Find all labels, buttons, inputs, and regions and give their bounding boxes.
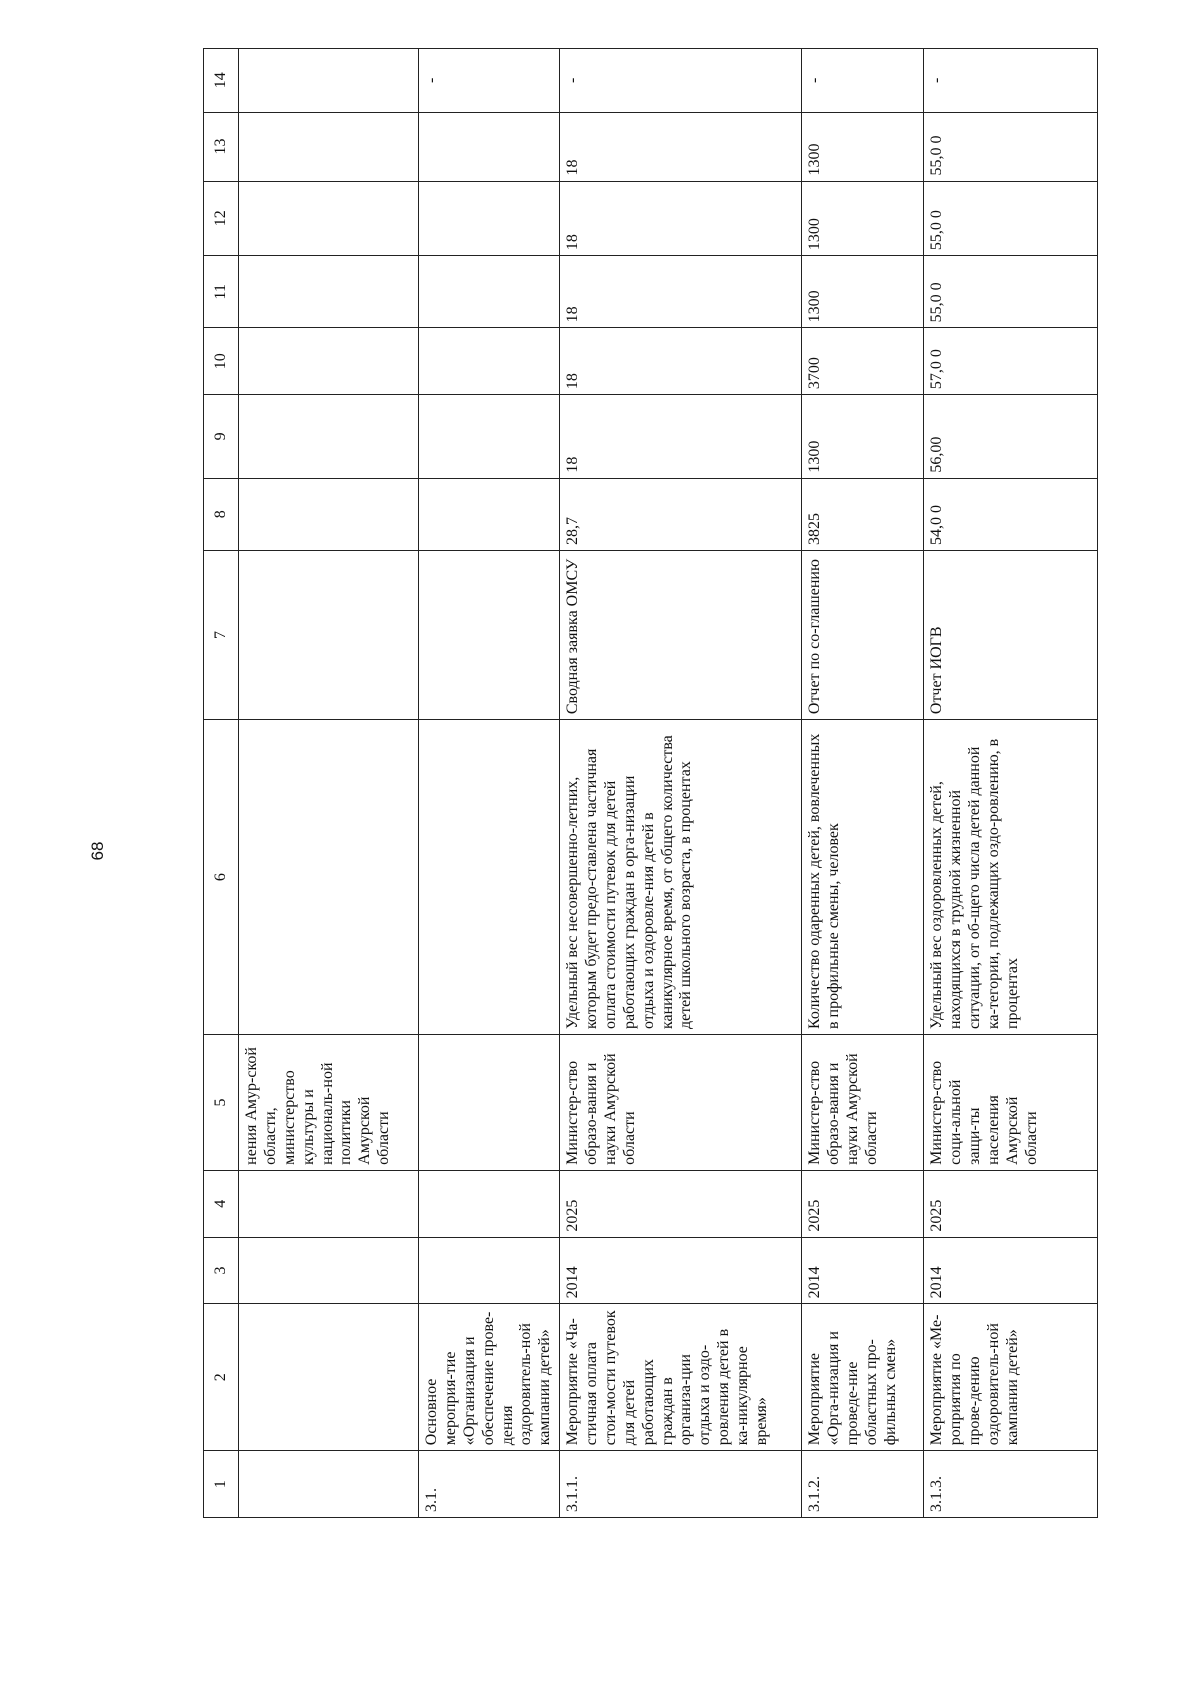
- table-cell: 1300: [802, 181, 924, 256]
- table-cell: [239, 256, 419, 328]
- table-cell: 1300: [802, 256, 924, 328]
- document-sheet: [203, 48, 1098, 1518]
- table-cell: [239, 49, 419, 113]
- table-cell: 56,00: [924, 395, 1098, 478]
- table-cell: [419, 395, 560, 478]
- table-cell: [419, 181, 560, 256]
- table-cell: Отчет по со-глашению: [802, 550, 924, 719]
- table-cell: [419, 1170, 560, 1237]
- table-cell: [239, 1170, 419, 1237]
- table-cell: 3.1.2.: [802, 1451, 924, 1518]
- table-cell: 2025: [924, 1170, 1098, 1237]
- table-cell: Сводная заявка ОМСУ: [560, 550, 802, 719]
- table-cell: Мероприятие «Орга-низация и проведе-ние областных про-фильных смен»: [802, 1304, 924, 1451]
- table-row-3-1-2: [802, 49, 924, 1518]
- column-header: 3: [204, 1237, 239, 1304]
- table-cell: 18: [560, 395, 802, 478]
- page-number: 68: [88, 841, 107, 861]
- table-cell: Министер-ство образо-вания и науки Амурской области: [560, 1035, 802, 1171]
- column-header: 12: [204, 181, 239, 256]
- column-header: 13: [204, 112, 239, 181]
- table-cell: [239, 478, 419, 550]
- program-indicators-table: [203, 48, 1098, 1518]
- table-cell: [419, 478, 560, 550]
- table-cell: 18: [560, 256, 802, 328]
- table-cell: [419, 256, 560, 328]
- table-cell: 28,7: [560, 478, 802, 550]
- table-cell: [419, 550, 560, 719]
- table-cell: Мероприятие «Ме-роприятия по прове-дению оздоровитель-ной кампании детей»: [924, 1304, 1098, 1451]
- column-header: 2: [204, 1304, 239, 1451]
- table-cell: 3825: [802, 478, 924, 550]
- table-cell: [239, 1304, 419, 1451]
- column-header: 8: [204, 478, 239, 550]
- column-header: 14: [204, 49, 239, 113]
- table-cell: [239, 550, 419, 719]
- table-cell: 1300: [802, 395, 924, 478]
- table-cell: [419, 328, 560, 395]
- table-cell: 2025: [560, 1170, 802, 1237]
- column-header: 1: [204, 1451, 239, 1518]
- table-cell: [419, 1035, 560, 1171]
- table-cell: [419, 1237, 560, 1304]
- table-cell: 55,0 0: [924, 256, 1098, 328]
- table-cell: -: [802, 49, 924, 113]
- table-cell: [419, 720, 560, 1035]
- table-row-3-1-1: [560, 49, 802, 1518]
- table-cell: 2025: [802, 1170, 924, 1237]
- column-header: 4: [204, 1170, 239, 1237]
- table-cell: 3.1.3.: [924, 1451, 1098, 1518]
- table-row-continuation: [239, 49, 419, 1518]
- table-cell: 3.1.1.: [560, 1451, 802, 1518]
- table-cell: [239, 720, 419, 1035]
- table-cell: нения Амур-ской области, министерство культуры и националь-ной политики Амурской области: [239, 1035, 419, 1171]
- column-header: 9: [204, 395, 239, 478]
- table-cell: [239, 1237, 419, 1304]
- column-header: 6: [204, 720, 239, 1035]
- table-cell: 2014: [802, 1237, 924, 1304]
- table-cell: Министер-ство образо-вания и науки Амурской области: [802, 1035, 924, 1171]
- table-cell: 18: [560, 328, 802, 395]
- table-cell: [239, 1451, 419, 1518]
- table-cell: 3.1.: [419, 1451, 560, 1518]
- column-header: 10: [204, 328, 239, 395]
- table-cell: -: [419, 49, 560, 113]
- table-cell: Министер-ство соци-альной защи-ты населения Амурской области: [924, 1035, 1098, 1171]
- table-cell: [239, 181, 419, 256]
- table-cell: 1300: [802, 112, 924, 181]
- table-row-3-1-3: [924, 49, 1098, 1518]
- table-cell: 54,0 0: [924, 478, 1098, 550]
- table-cell: 2014: [924, 1237, 1098, 1304]
- rotated-table-container: [203, 48, 1098, 1518]
- table-cell: -: [924, 49, 1098, 113]
- table-cell: Отчет ИОГВ: [924, 550, 1098, 719]
- table-cell: Основное мероприя-тие «Организация и обеспечение прове-дения оздоровитель-ной кампании детей»: [419, 1304, 560, 1451]
- table-cell: [419, 112, 560, 181]
- table-cell: 3700: [802, 328, 924, 395]
- table-cell: 55,0 0: [924, 181, 1098, 256]
- column-header: 5: [204, 1035, 239, 1171]
- table-cell: [239, 395, 419, 478]
- table-cell: 57,0 0: [924, 328, 1098, 395]
- table-cell: Удельный вес оздоровленных детей, находящихся в трудной жизненной ситуации, от об-щего числа детей данной ка-тегории, подлежащих оздо-ровлению, в процентах: [924, 720, 1098, 1035]
- table-cell: 18: [560, 112, 802, 181]
- table-row-3-1: [419, 49, 560, 1518]
- table-cell: Удельный вес несовершенно-летних, которым будет предо-ставлена частичная оплата стоимости путевок для детей работающих граждан в орга-низации отдыха и оздоровле-ния детей в каникулярное время, от общего количества детей школьного возраста, в процентах: [560, 720, 802, 1035]
- table-cell: [239, 328, 419, 395]
- table-cell: [239, 112, 419, 181]
- table-cell: -: [560, 49, 802, 113]
- column-header: 11: [204, 256, 239, 328]
- table-cell: Количество одаренных детей, вовлеченных в профильные смены, человек: [802, 720, 924, 1035]
- table-cell: 2014: [560, 1237, 802, 1304]
- table-cell: 55,0 0: [924, 112, 1098, 181]
- table-header-row: [204, 49, 239, 1518]
- column-header: 7: [204, 550, 239, 719]
- table-cell: 18: [560, 181, 802, 256]
- table-cell: Мероприятие «Ча-стичная оплата стои-мости путевок для детей работающих граждан в организа-ции отдыха и оздо-ровления детей в ка-никулярное время»: [560, 1304, 802, 1451]
